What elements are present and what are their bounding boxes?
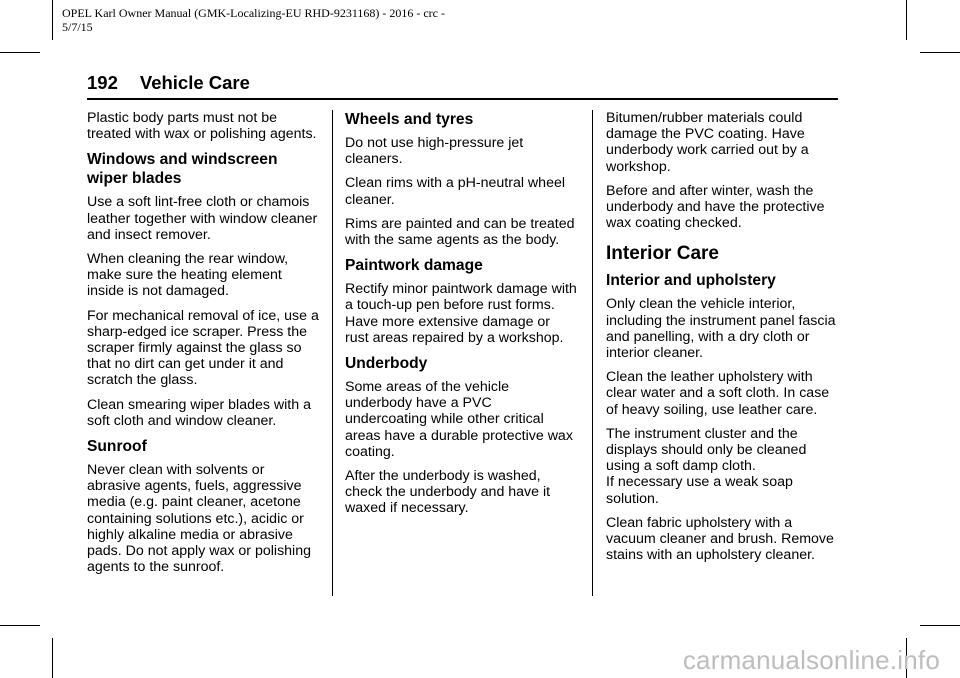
- column-divider: [592, 110, 593, 596]
- page-heading: [87, 72, 250, 94]
- heading-sunroof: Sunroof: [87, 438, 147, 456]
- paragraph: Rectify minor paintwork damage with a touch-up pen before rust forms. Have more extensive damage or rust areas repaired by a workshop.: [345, 281, 577, 346]
- heading-wheels-tyres: Wheels and tyres: [345, 111, 474, 128]
- page-number: 192: [87, 72, 118, 93]
- document-header: [62, 6, 522, 34]
- column-right: [606, 110, 838, 571]
- paragraph: Rims are painted and can be treated with the same agents as the body.: [345, 215, 575, 249]
- paragraph: Clean fabric upholstery with a vacuum cleaner and brush. Remove stains with an upholstery cleaner.: [606, 514, 834, 564]
- crop-mark: [52, 638, 53, 678]
- crop-mark: [906, 0, 907, 40]
- paragraph: Clean the leather upholstery with clear water and a soft cloth. In case of heavy soiling, use leather care.: [606, 369, 830, 418]
- document-title: OPEL Karl Owner Manual (GMK-Localizing-EU RHD-9231168) - 2016 - crc -: [62, 6, 446, 20]
- paragraph: Before and after winter, wash the underbody and have the protective wax coating checked.: [606, 182, 825, 232]
- crop-mark: [52, 0, 53, 40]
- paragraph: Only clean the vehicle interior, including the instrument panel fascia and panelling, with a dry cloth or interior cleaner.: [606, 296, 836, 362]
- paragraph: For mechanical removal of ice, use a sharp-edged ice scraper. Press the scraper firmly against the glass so that no dirt can get under it and scratch the glass.: [87, 307, 319, 389]
- crop-mark: [920, 52, 960, 53]
- paragraph: If necessary use a weak soap solution.: [606, 474, 793, 507]
- section-title: Vehicle Care: [139, 72, 250, 93]
- heading-underbody: Underbody: [345, 355, 428, 373]
- paragraph: Never clean with solvents or abrasive agents, fuels, aggressive media (e.g. paint cleaner, acetone containing solutions etc.), acidic or highly alkaline media or abrasive pads. Do not apply wax or polishing agents to the sunroof.: [87, 462, 311, 576]
- header-rule: [87, 98, 838, 100]
- heading-paintwork-damage: Paintwork damage: [345, 257, 483, 275]
- paragraph: Use a soft lint-free cloth or chamois leather together with window cleaner and insect remover.: [87, 194, 318, 243]
- crop-mark: [0, 52, 40, 53]
- crop-mark: [0, 625, 40, 626]
- document-date: 5/7/15: [62, 20, 93, 34]
- paragraph: Do not use high-pressure jet cleaners.: [345, 135, 524, 168]
- paragraph: The instrument cluster and the displays should only be cleaned using a soft damp cloth.: [606, 425, 807, 475]
- column-middle: [345, 110, 577, 525]
- heading-interior-upholstery: Interior and upholstery: [606, 272, 776, 290]
- watermark: carmanualsonline.info: [682, 645, 940, 675]
- paragraph: After the underbody is washed, check the underbody and have it waxed if necessary.: [345, 468, 551, 517]
- paragraph: Some areas of the vehicle underbody have a PVC undercoating while other critical areas have a durable protective wax coating.: [345, 379, 573, 460]
- paragraph: Bitumen/rubber materials could damage the PVC coating. Have underbody work carried out by a workshop.: [606, 110, 809, 175]
- column-left: [87, 110, 319, 583]
- paragraph: When cleaning the rear window, make sure the heating element inside is not damaged.: [87, 251, 289, 300]
- paragraph: Clean rims with a pH-neutral wheel cleaner.: [345, 175, 565, 208]
- heading-windows-wiper-blades: Windows and windscreen wiper blades: [87, 151, 278, 188]
- heading-interior-care: Interior Care: [606, 243, 719, 265]
- crop-mark: [920, 625, 960, 626]
- paragraph: Plastic body parts must not be treated with wax or polishing agents.: [87, 110, 317, 143]
- column-divider: [332, 110, 333, 596]
- paragraph: Clean smearing wiper blades with a soft cloth and window cleaner.: [87, 396, 311, 429]
